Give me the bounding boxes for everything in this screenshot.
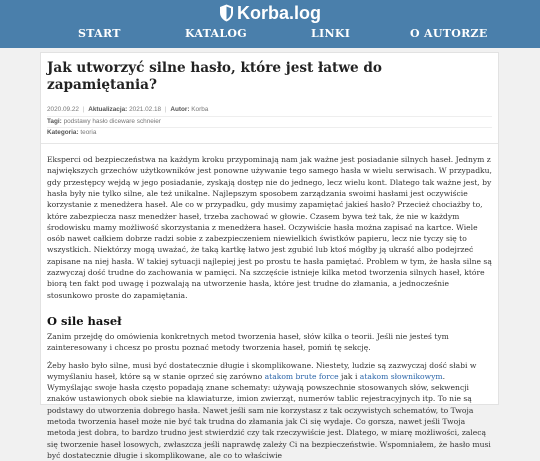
paragraph-text: jak i bbox=[338, 371, 360, 381]
tags-list[interactable]: podstawy hasło diceware schneier bbox=[63, 117, 161, 125]
shield-logo-icon bbox=[219, 4, 234, 26]
site-logo[interactable] bbox=[0, 3, 540, 26]
publish-date: 2020.09.22 bbox=[47, 106, 79, 113]
meta-tags-row bbox=[47, 117, 492, 129]
tags-label: Tagi: bbox=[47, 117, 62, 125]
meta-divider bbox=[41, 143, 498, 144]
nav-item-katalog[interactable]: KATALOG bbox=[185, 27, 247, 40]
paragraph-text: Żeby hasło było silne, musi być dostatecznie długie i skomplikowane. Niestety, ludzie są zazwyczaj dość słabi w wymyślaniu haseł, które są w stanie oprzeć się zarówno bbox=[47, 360, 477, 381]
logo-text: Korba.log bbox=[237, 3, 321, 23]
author-label: Autor: bbox=[170, 106, 190, 113]
nav-item-linki[interactable]: LINKI bbox=[311, 27, 351, 40]
nav-item-start[interactable]: START bbox=[78, 27, 121, 40]
paragraph-text: . Wymyślając swoje hasła często popadają znane schematy: używają powszechnie stosowanych słów, sekwencji znaków ustawionych obok siebie na klawiaturze, imion zwierząt, numerów tablic rejestracyjnych itp. To nie są podstawy do utworzenia dobrego hasła. Nawet jeśli sam nie korzystasz z tak oczywistych schematów, to Twoja metoda tworzenia haseł może nie być tak trudna do złamania jak Ci się wydaje. Co gorsza, nawet jeśli Twoja metoda jest dobra, to bardzo trudno jest stwierdzić czy tak rzeczywiście jest. Dlatego, w miarę możliwości, zalecą się tworzenie haseł losowych, zwłaszcza jeśli naprawdę zależy Ci na bezpieczeństwie. Wspomniałem, że hasło musi być dostatecznie długie i skomplikowane, ale co to właściwie bbox=[47, 371, 491, 460]
meta-category-row bbox=[47, 128, 492, 139]
section-paragraph bbox=[47, 360, 492, 461]
article-container bbox=[40, 52, 499, 460]
page-title: Jak utworzyć silne hasło, które jest łatwe do zapamiętania? bbox=[47, 60, 382, 93]
dictionary-attack-link[interactable]: atakom słownikowym bbox=[359, 371, 443, 381]
article-meta bbox=[41, 94, 498, 139]
updated-label: Aktualizacja: bbox=[88, 106, 128, 113]
author-name[interactable]: Korba bbox=[191, 106, 209, 113]
meta-separator: | bbox=[164, 106, 167, 113]
category-label: Kategoria: bbox=[47, 129, 79, 137]
meta-dates-row bbox=[47, 105, 492, 117]
updated-date: 2021.02.18 bbox=[129, 106, 162, 113]
brute-force-link[interactable]: atakom brute force bbox=[264, 371, 339, 381]
section-heading: O sile haseł bbox=[47, 313, 122, 328]
main-nav bbox=[0, 27, 540, 45]
article-intro: Eksperci od bezpieczeństwa na każdym kroku przypominają nam jak ważne jest posiadanie silnych haseł. Jednym z największych grzechów użytkowników jest ponowne używanie tego samego hasła w wielu serwisach. W przypadku, gdy przestępcy wejdą w jego posiadanie, zyskają dostęp nie do jednego, lecz wielu kont. Dlatego tak ważne jest, by hasła były nie tylko silne, ale też unikalne. Najlepszym sposobem zarządzania swoimi hasłami jest oczywiście korzystanie z menedżera haseł. Ale co w przypadku, gdy musimy zapamiętać jakieś hasło? Przecież chociażby to, które zabezpiecza nasz menedżer haseł, trzeba zachować w głowie. Czasem bywa też tak, że nie w każdym środowisku mamy możliwość skorzystania z menedżera haseł. Oczywiście hasła można zapisać na kartce. Wiele osób nawet całkiem dobrze radzi sobie z zabezpieczeniem niewielkich świstków papieru, lecz nie tyczy się to wszystkich. Niektórzy mogą uważać, że taką kartkę łatwo jest zgubić lub ktoś mógłby ją ukraść albo podejrzeć zapisane na niej hasła. W takiej sytuacji najlepiej jest po prostu te hasła pamiętać. Problem w tym, że hasła silne są zazwyczaj dość trudne do zachowania w pamięci. Na szczęście istnieje kilka metod tworzenia silnych haseł, które biorą ten fakt pod uwagę i pozwalają na utworzenie hasła, które jest trudne do złamania, a jednocześnie stosunkowo proste do zapamiętania. bbox=[47, 155, 492, 300]
meta-separator: | bbox=[82, 106, 85, 113]
section-paragraph: Zanim przejdę do omówienia konkretnych metod tworzenia haseł, słów kilka o teorii. Jeśli nie jesteś tym zainteresowany i chcesz po prostu poznać metody tworzenia haseł, pomiń tę sekcję. bbox=[47, 331, 449, 353]
category-value[interactable]: teoria bbox=[80, 129, 97, 137]
site-header bbox=[0, 0, 540, 48]
nav-item-o-autorze[interactable]: O AUTORZE bbox=[410, 27, 488, 40]
